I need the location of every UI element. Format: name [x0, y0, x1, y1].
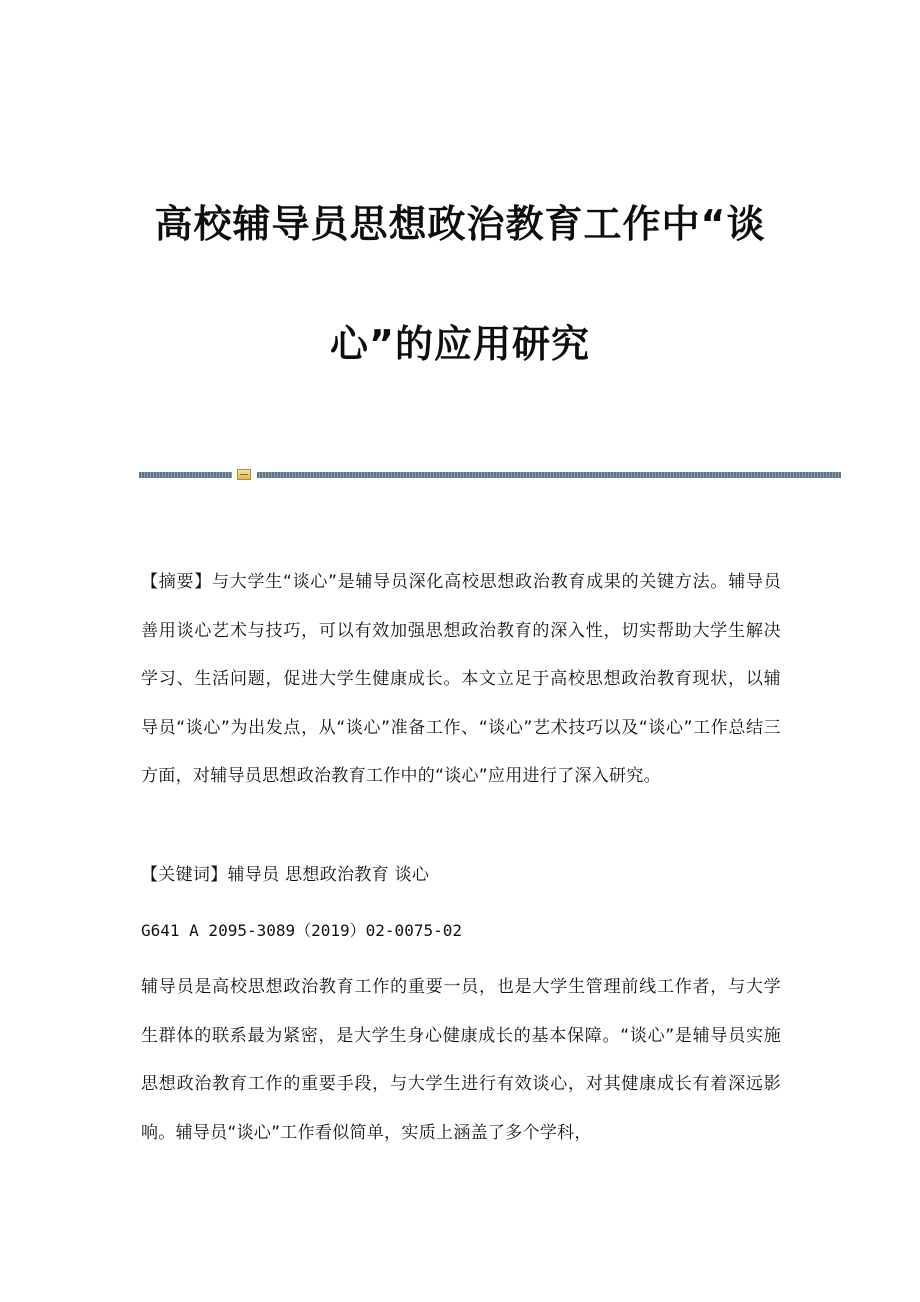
abstract-paragraph: 【摘要】与大学生“谈心”是辅导员深化高校思想政治教育成果的关键方法。辅导员善用谈心艺术与技巧，可以有效加强思想政治教育的深入性，切实帮助大学生解决学习、生活问题，促进大学生健康成长。本文立足于高校思想政治教育现状，以辅导员“谈心”为出发点，从“谈心”准备工作、“谈心”艺术技巧以及“谈心”工作总结三方面，对辅导员思想政治教育工作中的“谈心”应用进行了深入研究。 [141, 572, 781, 786]
divider-bar-right [257, 472, 841, 478]
divider-ornament-icon [237, 469, 251, 480]
document-title-line-2: 心”的应用研究 [330, 322, 590, 366]
divider-bar-left [139, 472, 232, 478]
document-title-line-1: 高校辅导员思想政治教育工作中“谈 [154, 202, 766, 246]
body-paragraph: 辅导员是高校思想政治教育工作的重要一员，也是大学生管理前线工作者，与大学生群体的联系最为紧密，是大学生身心健康成长的基本保障。“谈心”是辅导员实施思想政治教育工作的重要手段，与大学生进行有效谈心，对其健康成长有着深远影响。辅导员“谈心”工作看似简单，实质上涵盖了多个学科， [141, 977, 781, 1143]
title-divider [139, 468, 841, 482]
keywords-line: 【关键词】辅导员 思想政治教育 谈心 [141, 865, 430, 885]
classification-code: G641 A 2095-3089（2019）02-0075-02 [141, 921, 462, 940]
